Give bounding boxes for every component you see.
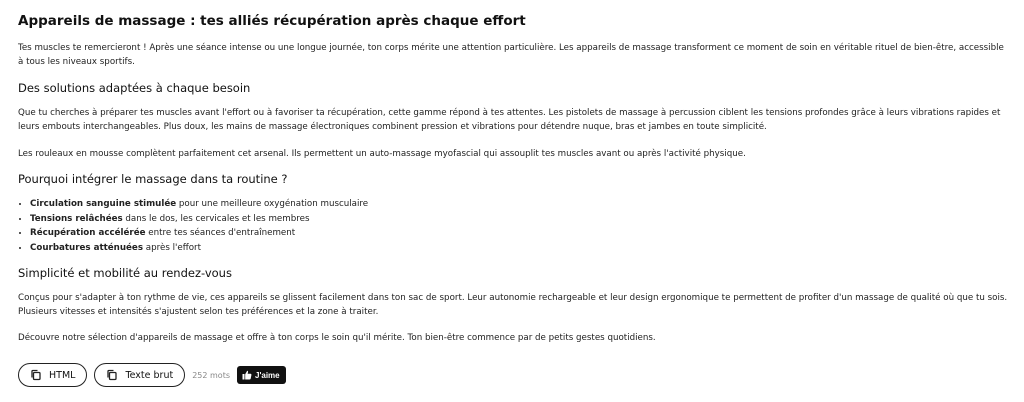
list-item [30, 197, 368, 212]
copy-text-label: Texte brut [125, 369, 174, 381]
benefit-bold: Circulation sanguine stimulée [30, 199, 177, 209]
benefit-text: après l'effort [143, 242, 202, 253]
benefit-text: dans le dos, les cervicales et les membres [122, 213, 310, 224]
benefit-text: entre tes séances d'entraînement [145, 228, 296, 238]
thumbs-up-icon [242, 370, 252, 380]
list-item [30, 241, 368, 256]
solutions-paragraph: Que tu cherches à préparer tes muscles avant l'effort ou à favoriser ta récupération, cette gamme répond à tes attentes. Les pistolets de massage à percussion ciblent les tensions profondes grâce à leurs vibrations rapides et leurs embouts interchangeables. Plus doux, les mains de massage électroniques combinent pression et vibrations pour détendre nuque, bras et jambes en toute simplicité. [18, 108, 1001, 132]
benefit-bold: Courbatures atténuées [30, 242, 143, 253]
like-button[interactable] [237, 366, 286, 384]
word-count: 252 mots [192, 370, 231, 380]
benefits-list [18, 197, 368, 255]
list-item [30, 212, 368, 227]
benefit-bold: Tensions relâchées [30, 213, 123, 224]
closing-paragraph: Découvre notre sélection d'appareils de massage et offre à ton corps le soin qu'il mérite. Ton bien-être commence par de petits gestes quotidiens. [18, 333, 656, 343]
copy-html-label: HTML [49, 369, 76, 381]
rollers-paragraph: Les rouleaux en mousse complètent parfaitement cet arsenal. Ils permettent un auto-massage myofascial qui assouplit tes muscles avant ou après l'activité physique. [18, 149, 746, 159]
article-title: Appareils de massage : tes alliés récupération après chaque effort [18, 13, 526, 29]
section-heading-solutions: Des solutions adaptées à chaque besoin [18, 81, 251, 95]
copy-icon [30, 369, 42, 381]
benefit-text: pour une meilleure oxygénation musculaire [176, 199, 369, 209]
copy-icon [106, 369, 118, 381]
mobility-paragraph: Conçus pour s'adapter à ton rythme de vie, ces appareils se glissent facilement dans ton sac de sport. Leur autonomie rechargeable et leur design ergonomique te permettent de profiter d'un massage de qualité où que tu sois. Plusieurs vitesses et intensités s'ajustent selon tes préférences et la zone à traiter. [18, 293, 1008, 317]
list-item [30, 226, 368, 241]
copy-html-button[interactable] [18, 363, 87, 387]
intro-paragraph: Tes muscles te remercieront ! Après une séance intense ou une longue journée, ton corps mérite une attention particulière. Les appareils de massage transforment ce moment de soin en véritable rituel de bien-être, accessible à tous les niveaux sportifs. [18, 43, 1004, 67]
copy-text-button[interactable] [94, 363, 185, 387]
benefit-bold: Récupération accélérée [30, 228, 146, 238]
like-label: J'aime [255, 370, 280, 380]
article-footer [18, 363, 286, 387]
section-heading-mobility: Simplicité et mobilité au rendez-vous [18, 266, 232, 280]
section-heading-routine: Pourquoi intégrer le massage dans ta routine ? [18, 172, 288, 186]
